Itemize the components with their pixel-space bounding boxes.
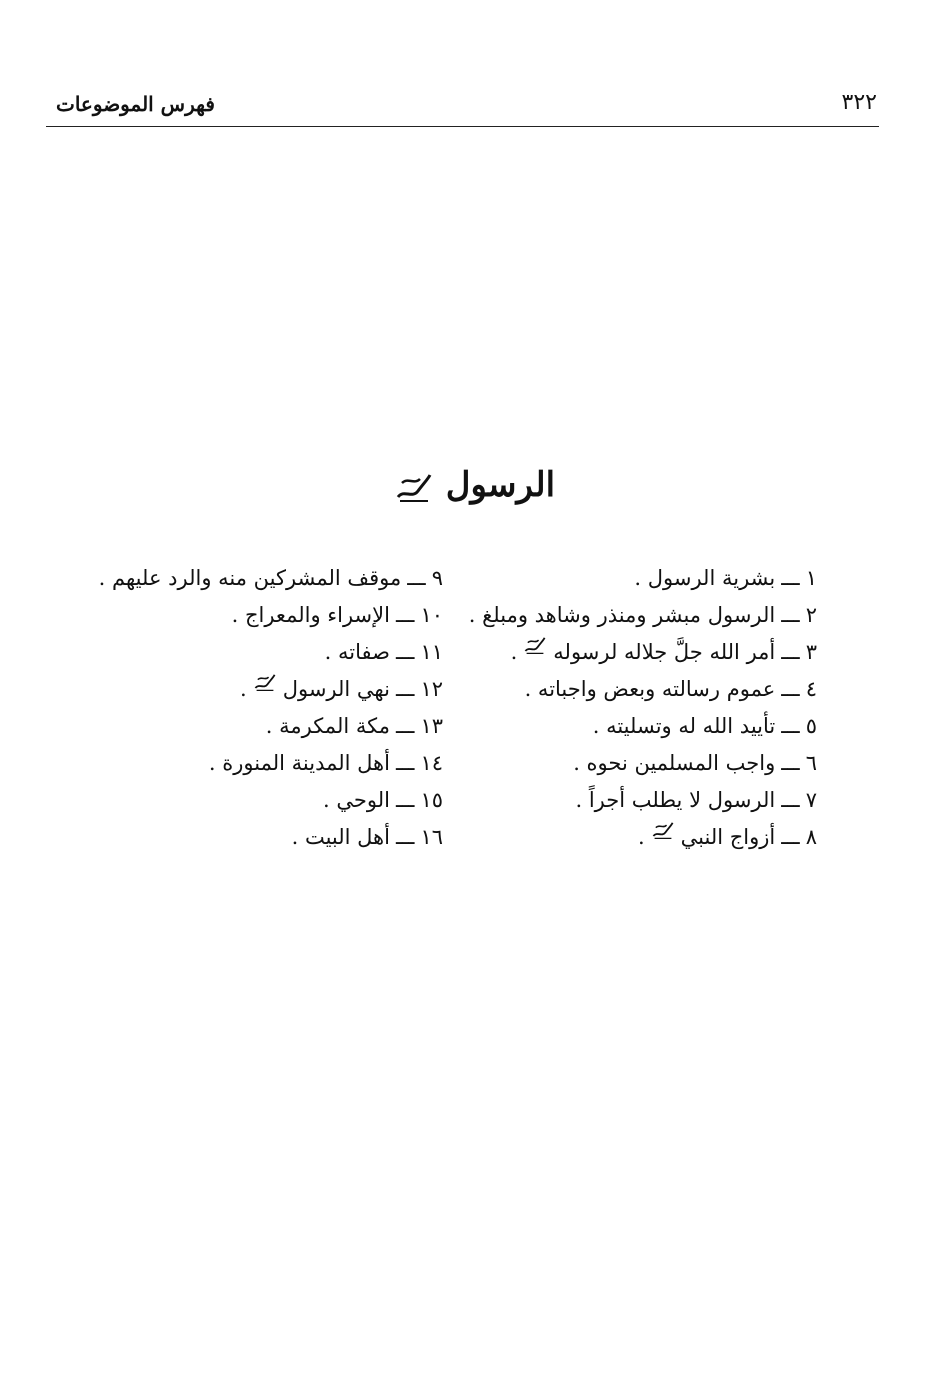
topic-item (43, 560, 443, 597)
topic-item (43, 708, 443, 745)
topic-dash: ـــ (781, 677, 800, 701)
topic-number: ١ (805, 566, 817, 590)
topic-item (457, 708, 817, 745)
topic-number: ١٢ (420, 677, 443, 701)
topics-list-right (457, 560, 817, 856)
topic-text: صفاته . (324, 640, 390, 664)
topic-dash: ـــ (781, 640, 800, 664)
topic-number: ١٣ (420, 714, 443, 738)
topic-number: ٩ (431, 566, 443, 590)
topic-item (43, 819, 443, 856)
topic-number: ٤ (805, 677, 817, 701)
topic-item (43, 782, 443, 819)
topic-number: ١١ (420, 640, 443, 664)
topic-number: ١٠ (420, 603, 443, 627)
topic-item (457, 671, 817, 708)
pbuh-ligature-icon (253, 671, 277, 693)
topic-text: أمر الله جلَّ جلاله لرسوله (553, 640, 776, 664)
pbuh-ligature-icon (523, 634, 547, 656)
topic-dash: ـــ (781, 788, 800, 812)
topic-number: ٨ (805, 825, 817, 849)
topic-item (457, 560, 817, 597)
topic-text: أهل المدينة المنورة . (208, 751, 390, 775)
topic-dash: ـــ (395, 603, 415, 627)
section-title (0, 465, 949, 505)
topic-item (43, 671, 443, 708)
topic-item (457, 782, 817, 819)
topic-number: ٣ (805, 640, 817, 664)
topic-text: أزواج النبي (680, 825, 776, 849)
topic-item (457, 745, 817, 782)
section-title-text: الرسول (445, 465, 556, 505)
topic-text: بشرية الرسول . (634, 566, 776, 590)
topic-number: ٢ (805, 603, 817, 627)
topic-suffix: . (510, 640, 518, 664)
topic-dash: ـــ (395, 640, 415, 664)
topic-number: ١٤ (420, 751, 443, 775)
topic-text: عموم رسالته وبعض واجباته . (524, 677, 776, 701)
pbuh-ligature-icon (394, 469, 434, 505)
topic-dash: ـــ (781, 603, 800, 627)
topic-text: الوحي . (323, 788, 390, 812)
topic-text: تأييد الله له وتسليته . (592, 714, 776, 738)
topic-item (457, 819, 817, 856)
topic-text: نهي الرسول (282, 677, 390, 701)
topic-item (43, 597, 443, 634)
topics-list-left (43, 560, 443, 856)
topic-item (457, 634, 817, 671)
topic-text: الإسراء والمعراج . (231, 603, 390, 627)
topic-text: الرسول لا يطلب أجراً . (575, 788, 776, 812)
topic-number: ١٥ (420, 788, 443, 812)
topic-number: ٦ (805, 751, 817, 775)
pbuh-ligature-icon (651, 819, 675, 841)
topic-dash: ـــ (395, 677, 415, 701)
topic-text: مكة المكرمة . (265, 714, 390, 738)
topic-dash: ـــ (781, 825, 800, 849)
topic-dash: ـــ (781, 751, 800, 775)
topic-item (457, 597, 817, 634)
topic-dash: ـــ (781, 566, 800, 590)
topic-dash: ـــ (395, 714, 415, 738)
topic-dash: ـــ (407, 566, 426, 590)
topic-number: ١٦ (420, 825, 443, 849)
running-title: فهرس الموضوعات (56, 92, 215, 116)
topic-text: واجب المسلمين نحوه . (573, 751, 776, 775)
page-number: ٣٢٢ (841, 90, 877, 115)
topic-suffix: . (637, 825, 645, 849)
topic-text: موقف المشركين منه والرد عليهم . (98, 566, 402, 590)
topic-text: الرسول مبشر ومنذر وشاهد ومبلغ . (468, 603, 776, 627)
topic-item (43, 634, 443, 671)
topic-dash: ـــ (395, 788, 415, 812)
topic-dash: ـــ (781, 714, 800, 738)
topic-item (43, 745, 443, 782)
topic-dash: ـــ (395, 751, 415, 775)
topic-text: أهل البيت . (291, 825, 390, 849)
topic-number: ٥ (805, 714, 817, 738)
header-divider (46, 126, 879, 127)
topic-suffix: . (240, 677, 247, 701)
topic-number: ٧ (805, 788, 817, 812)
topic-dash: ـــ (395, 825, 415, 849)
